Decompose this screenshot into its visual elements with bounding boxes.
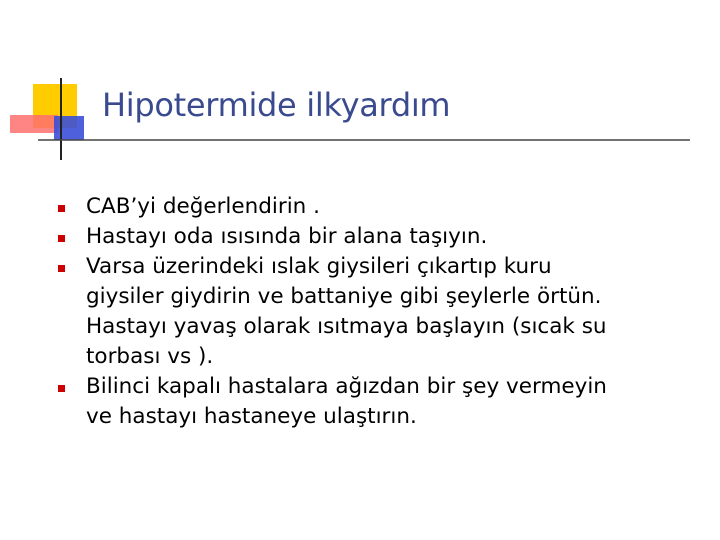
bullet-square-icon bbox=[58, 235, 65, 242]
bullet-text-line: Hastayı oda ısısında bir alana taşıyın. bbox=[86, 224, 488, 249]
bullet-square-icon bbox=[58, 205, 65, 212]
bullet-text-line: CAB’yi değerlendirin . bbox=[86, 194, 320, 219]
bullet-item bbox=[58, 252, 698, 372]
logo-blue-square bbox=[54, 116, 84, 140]
bullet-text-line: Varsa üzerindeki ıslak giysileri çıkartıp kuru bbox=[86, 254, 552, 279]
bullet-item bbox=[58, 222, 698, 252]
logo-pink-band bbox=[10, 115, 58, 133]
logo-yellow-square bbox=[33, 84, 77, 128]
bullet-text-line: giysiler giydirin ve battaniye gibi şeylerle örtün. bbox=[86, 284, 602, 309]
bullet-text-line: ve hastayı hastaneye ulaştırın. bbox=[86, 404, 417, 429]
slide-title: Hipotermide ilkyardım bbox=[102, 86, 451, 124]
bullet-item bbox=[58, 192, 698, 222]
bullet-text-line: torbası vs ). bbox=[86, 344, 214, 369]
bullet-text-line: Hastayı yavaş olarak ısıtmaya başlayın (sıcak su bbox=[86, 314, 607, 339]
bullet-square-icon bbox=[58, 265, 65, 272]
bullet-text-line: Bilinci kapalı hastalara ağızdan bir şey vermeyin bbox=[86, 374, 607, 399]
bullet-square-icon bbox=[58, 385, 65, 392]
bullet-list bbox=[58, 192, 698, 432]
bullet-item bbox=[58, 372, 698, 432]
